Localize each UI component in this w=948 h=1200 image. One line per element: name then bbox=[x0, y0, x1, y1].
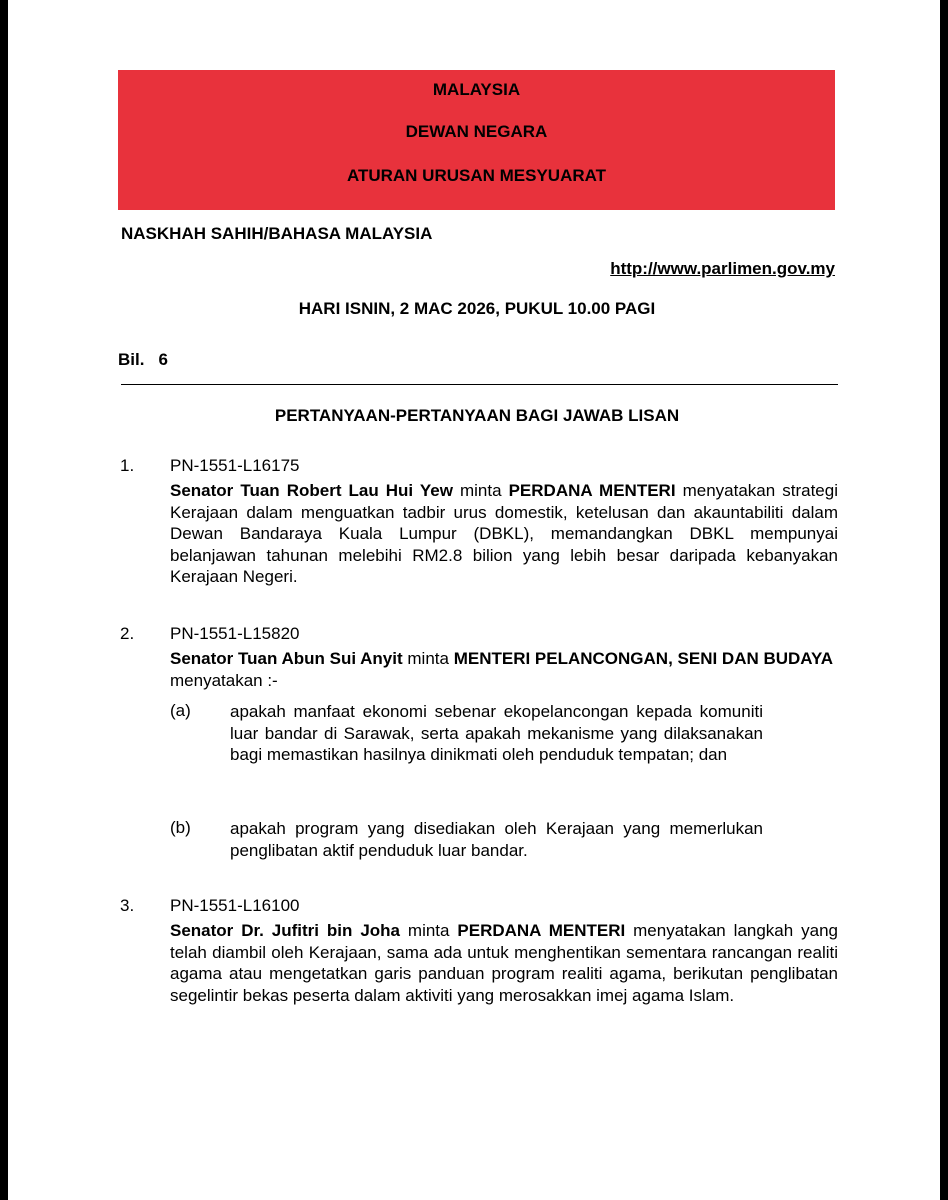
bil-value: 6 bbox=[158, 350, 168, 369]
sub-question-letter: (b) bbox=[170, 818, 191, 837]
section-heading: PERTANYAAN-PERTANYAAN BAGI JAWAB LISAN bbox=[274, 406, 680, 425]
minister-name: MENTERI PELANCONGAN, SENI DAN BUDAYA bbox=[453, 649, 834, 668]
question-body bbox=[170, 920, 838, 1006]
question-number: 2. bbox=[120, 624, 135, 643]
session-datetime: HARI ISNIN, 2 MAC 2026, PUKUL 10.00 PAGI bbox=[298, 299, 656, 318]
question-number: 1. bbox=[120, 456, 135, 475]
minta-word: minta bbox=[402, 649, 454, 668]
divider-line bbox=[121, 384, 838, 385]
sub-question-text: apakah manfaat ekonomi sebenar ekopelancongan kepada komuniti luar bandar di Sarawak, serta apakah mekanisme yang dilaksanakan bagi memastikan hasilnya dinikmati oleh penduduk tempatan; dan bbox=[230, 702, 763, 764]
parliament-link[interactable]: http://www.parlimen.gov.my bbox=[610, 259, 835, 278]
question-text: menyatakan strategi Kerajaan dalam menguatkan tadbir urus domestik, ketelusan dan akauntabiliti dalam Dewan Bandaraya Kuala Lumpur (DBKL), memandangkan DBKL mempunyai belanjawan tahunan melebihi RM2.8 bilion yang lebih besar daripada kebanyakan Kerajaan Negeri. bbox=[170, 481, 838, 586]
question-text: menyatakan :- bbox=[170, 670, 278, 690]
question-code: PN-1551-L15820 bbox=[170, 624, 300, 643]
bil-number bbox=[118, 350, 168, 370]
question-body bbox=[170, 480, 838, 588]
question-number: 3. bbox=[120, 896, 135, 915]
question-body bbox=[170, 648, 838, 691]
question-code: PN-1551-L16175 bbox=[170, 456, 300, 475]
question-code: PN-1551-L16100 bbox=[170, 896, 300, 915]
question-text: menyatakan langkah yang telah diambil oleh Kerajaan, sama ada untuk menghentikan sementara rancangan realiti agama atau mengetatkan garis panduan program realiti agama, berikutan penglibatan segelintir bekas peserta dalam aktiviti yang merosakkan imej agama Islam. bbox=[170, 921, 838, 1005]
senator-name: Senator Tuan Abun Sui Anyit bbox=[170, 649, 403, 668]
minister-name: PERDANA MENTERI bbox=[508, 481, 676, 500]
header-banner bbox=[118, 70, 835, 210]
minta-word: minta bbox=[400, 921, 458, 940]
naskhah-label: NASKHAH SAHIH/BAHASA MALAYSIA bbox=[121, 224, 433, 243]
senator-name: Senator Tuan Robert Lau Hui Yew bbox=[170, 481, 453, 500]
header-agenda-title: ATURAN URUSAN MESYUARAT bbox=[346, 166, 607, 185]
senator-name: Senator Dr. Jufitri bin Joha bbox=[170, 921, 400, 940]
header-country: MALAYSIA bbox=[432, 80, 521, 99]
bil-label: Bil. bbox=[118, 350, 145, 369]
header-house: DEWAN NEGARA bbox=[405, 122, 548, 141]
sub-question-letter: (a) bbox=[170, 701, 191, 720]
sub-question-text: apakah program yang disediakan oleh Kerajaan yang memerlukan penglibatan aktif penduduk luar bandar. bbox=[230, 819, 763, 860]
minister-name: PERDANA MENTERI bbox=[457, 921, 626, 940]
minta-word: minta bbox=[452, 481, 509, 500]
